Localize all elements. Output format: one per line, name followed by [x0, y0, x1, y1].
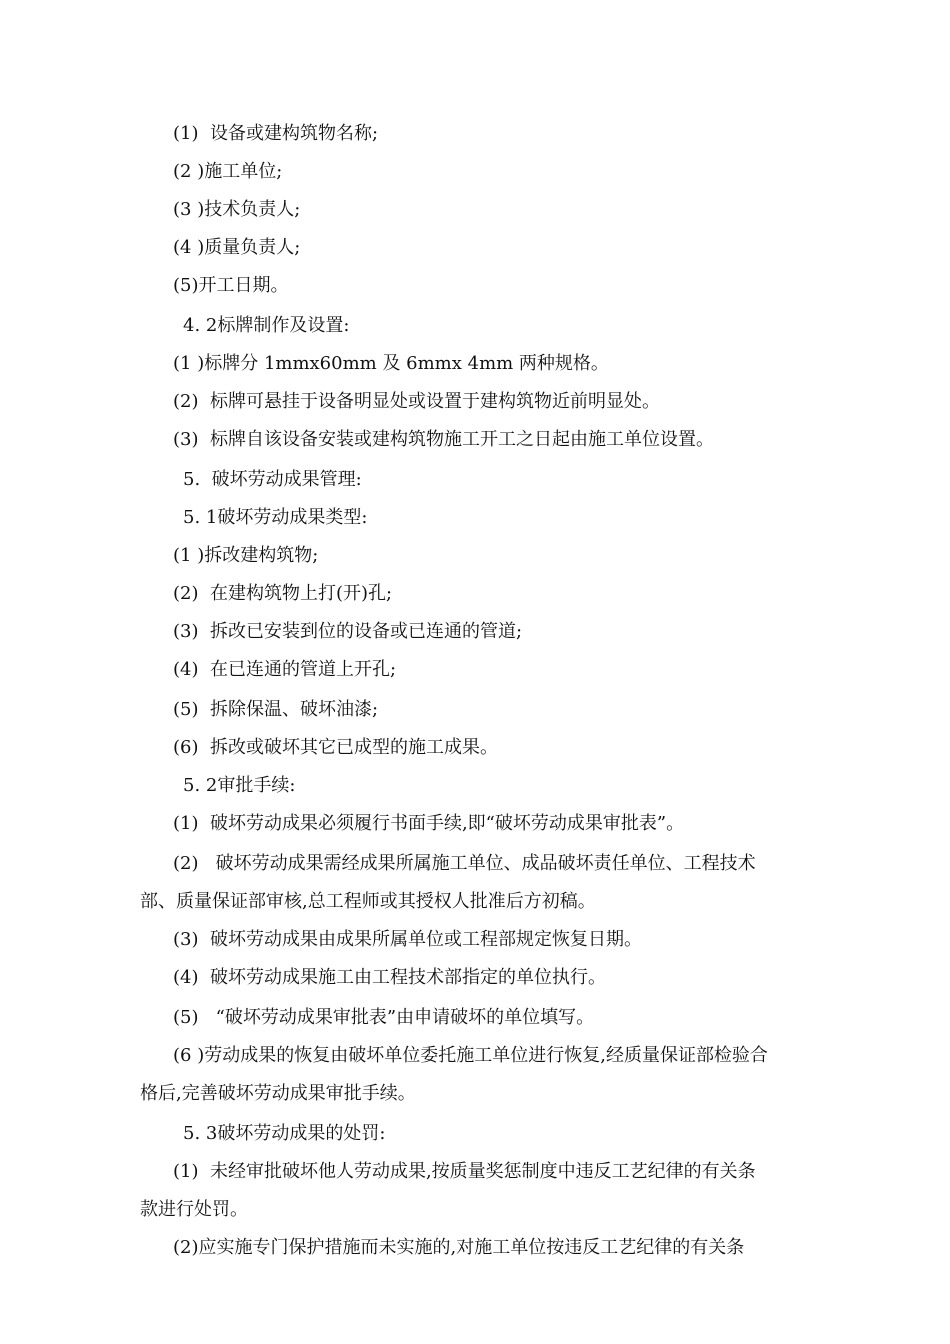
text-line: (5) 拆除保温、破坏油漆; [173, 699, 379, 720]
text-line: (2) 标牌可悬挂于设备明显处或设置于建构筑物近前明显处。 [173, 391, 660, 412]
text-line: (3) 破坏劳动成果由成果所属单位或工程部规定恢复日期。 [173, 929, 642, 950]
text-line: (1) 破坏劳动成果必须履行书面手续,即“破坏劳动成果审批表”。 [173, 813, 685, 834]
text-line: (3 )技术负责人; [173, 199, 301, 220]
text-line: (6 )劳动成果的恢复由破坏单位委托施工单位进行恢复,经质量保证部检验合 [173, 1045, 768, 1066]
text-line: (3) 标牌自该设备安装或建构筑物施工开工之日起由施工单位设置。 [173, 429, 714, 450]
text-line: (1) 未经审批破坏他人劳动成果,按质量奖惩制度中违反工艺纪律的有关条 [173, 1161, 756, 1182]
text-line: (5) “破坏劳动成果审批表”由申请破坏的单位填写。 [173, 1007, 595, 1028]
section-heading: 5. 破坏劳动成果管理: [183, 469, 362, 490]
text-line: (2) 破坏劳动成果需经成果所属施工单位、成品破坏责任单位、工程技术 [173, 853, 756, 874]
text-line: (1) 设备或建构筑物名称; [173, 123, 379, 144]
section-heading: 5. 3破坏劳动成果的处罚: [183, 1123, 386, 1144]
text-line: (4) 破坏劳动成果施工由工程技术部指定的单位执行。 [173, 967, 606, 988]
text-line: (1 )标牌分 1mmx60mm 及 6mmx 4mm 两种规格。 [173, 353, 609, 374]
text-line: (2 )施工单位; [173, 161, 283, 182]
text-line-continuation: 格后,完善破坏劳动成果审批手续。 [140, 1083, 416, 1104]
text-line: (3) 拆改已安装到位的设备或已连通的管道; [173, 621, 523, 642]
text-line: (4 )质量负责人; [173, 237, 301, 258]
text-line: (4) 在已连通的管道上开孔; [173, 659, 397, 680]
text-line: (1 )拆改建构筑物; [173, 545, 319, 566]
section-heading: 5. 2审批手续: [183, 775, 296, 796]
section-heading: 5. 1破坏劳动成果类型: [183, 507, 368, 528]
text-line-continuation: 款进行处罚。 [140, 1199, 248, 1220]
text-line: (2)应实施专门保护措施而未实施的,对施工单位按违反工艺纪律的有关条 [173, 1237, 745, 1258]
section-heading: 4. 2标牌制作及设置: [183, 315, 350, 336]
text-line: (2) 在建构筑物上打(开)孔; [173, 583, 393, 604]
text-line-continuation: 部、质量保证部审核,总工程师或其授权人批准后方初稿。 [140, 891, 596, 912]
text-line: (6) 拆改或破坏其它已成型的施工成果。 [173, 737, 498, 758]
text-line: (5)开工日期。 [173, 275, 289, 296]
